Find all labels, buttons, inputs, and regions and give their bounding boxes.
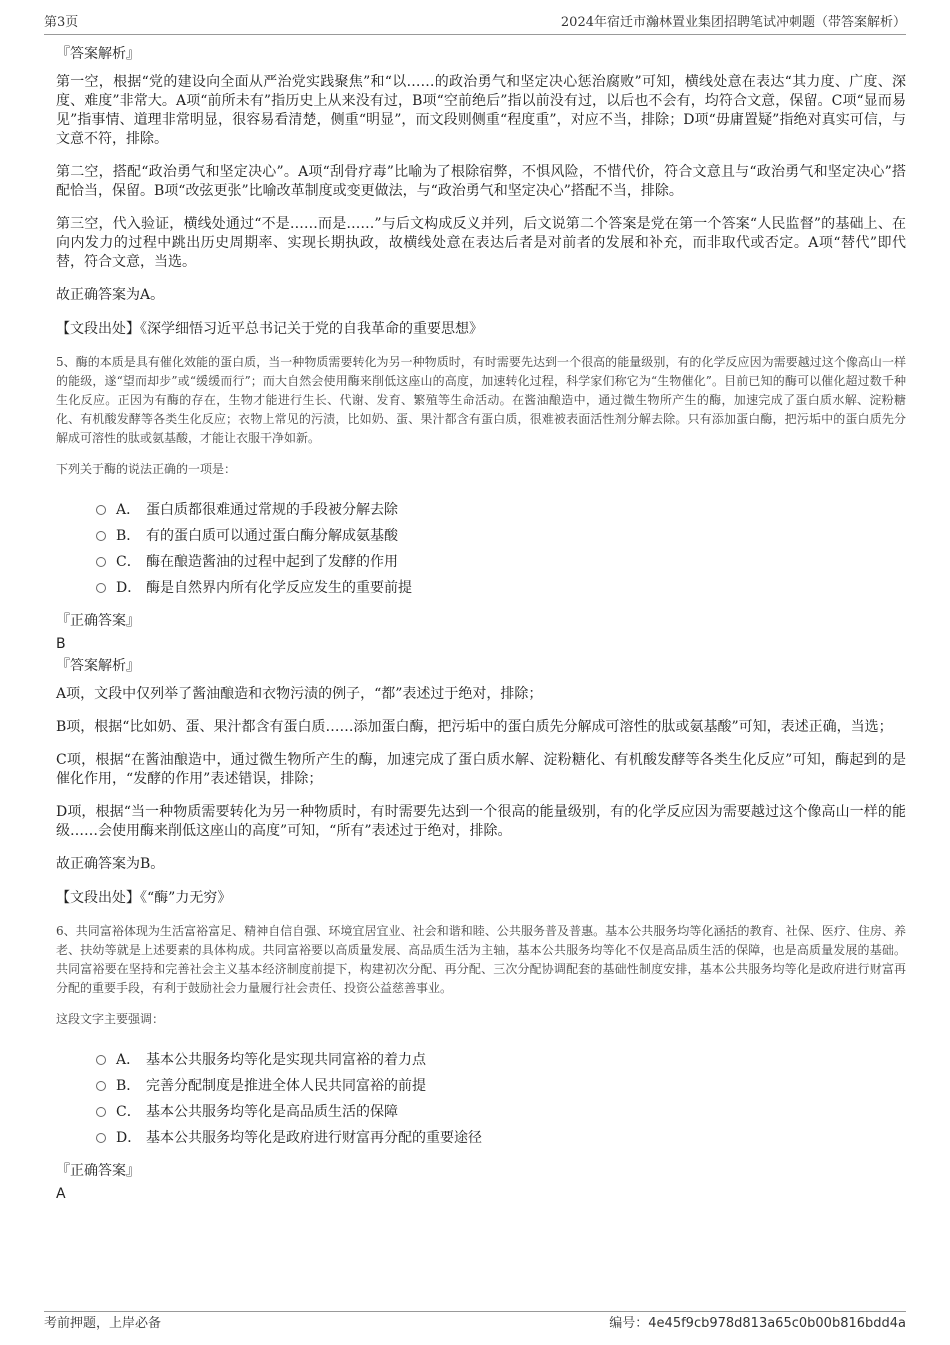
option-a[interactable] — [96, 1047, 906, 1073]
document-id-value: 4e45f9cb978d813a65c0b00b816bdd4a — [648, 1316, 906, 1331]
source-citation: 【文段出处】《“酶”力无穷》 — [56, 890, 232, 906]
option-text: 酶在酿造酱油的过程中起到了发酵的作用 — [146, 554, 398, 570]
analysis-paragraph: C项，根据“在酱油酿造中，通过微生物所产生的酶，加速完成了蛋白质水解、淀粉糖化、有机酸发酵等各类生化反应”可知，酶起到的是催化作用，“发酵的作用”表述错误，排除； — [56, 752, 906, 787]
analysis-label: 『答案解析』 — [56, 658, 140, 674]
option-text: 完善分配制度是推进全体人民共同富裕的前提 — [146, 1078, 426, 1094]
option-letter: A． — [116, 1052, 141, 1068]
correct-answer: B — [56, 636, 66, 652]
option-text: 酶是自然界内所有化学反应发生的重要前提 — [146, 580, 412, 596]
footer-note: 考前押题，上岸必备 — [44, 1316, 162, 1331]
page-footer — [44, 1311, 906, 1336]
radio-button[interactable] — [96, 557, 106, 567]
option-a[interactable] — [96, 497, 906, 523]
document-title: 2024年宿迁市瀚林置业集团招聘笔试冲刺题（带答案解析） — [560, 15, 906, 30]
source-citation: 【文段出处】《深学细悟习近平总书记关于党的自我革命的重要思想》 — [56, 321, 483, 337]
radio-button[interactable] — [96, 1081, 106, 1091]
analysis-paragraph: 第三空，代入验证，横线处通过“不是……而是……”与后文构成反义并列，后文说第二个答案是党在第一个答案“人民监督”的基础上、在向内发力的过程中跳出历史周期率、实现长期执政，故横线处意在表达后者是对前者的发展和补充，而非取代或否定。A项“替代”即代替，符合文意，当选。 — [56, 216, 906, 270]
page-content — [56, 44, 906, 1206]
option-letter: B． — [116, 1078, 141, 1094]
radio-button[interactable] — [96, 1133, 106, 1143]
option-c[interactable] — [96, 1099, 906, 1125]
document-id — [609, 1315, 906, 1333]
question-5-passage: 5、酶的本质是具有催化效能的蛋白质，当一种物质需要转化为另一种物质时，有时需要先达到一个很高的能量级别，有的化学反应因为需要越过这个像高山一样的能级，遂“望而却步”或“缓缓而行”；而大自然会使用酶来削低这座山的高度，加速转化过程，科学家们称它为“生物催化”。目前已知的酶可以催化超过数千种生化反应。正因为有酶的存在，生物才能进行生长、代谢、发育、繁殖等生命活动。在酱油酿造中，通过微生物所产生的酶，加速完成了蛋白质水解、淀粉糖化、有机酸发酵等各类生化反应；衣物上常见的污渍，比如奶、蛋、果汁都含有蛋白质，很难被表面活性剂分解去除。只有添加蛋白酶，把污垢中的蛋白质先分解成可溶性的肽或氨基酸，才能让衣服干净如新。 — [56, 355, 906, 445]
document-id-label: 编号： — [609, 1316, 649, 1331]
correct-answer: A — [56, 1186, 66, 1202]
option-letter: C． — [116, 554, 141, 570]
option-d[interactable] — [96, 575, 906, 601]
option-b[interactable] — [96, 523, 906, 549]
question-6-prompt: 这段文字主要强调： — [56, 1012, 165, 1026]
conclusion: 故正确答案为B。 — [56, 856, 165, 872]
analysis-paragraph: 第一空，根据“党的建设向全面从严治党实践聚焦”和“以……的政治勇气和坚定决心惩治腐败”可知，横线处意在表达“其力度、广度、深度、难度”非常大。A项“前所未有”指历史上从来没有过，B项“空前绝后”指以前没有过，以后也不会有，均符合文意，保留。C项“显而易见”指事情、道理非常明显，很容易看清楚，侧重“明显”，而文段则侧重“程度重”，对应不当，排除；D项“毋庸置疑”指绝对真实可信，与文意不符，排除。 — [56, 74, 906, 147]
analysis-paragraph: B项，根据“比如奶、蛋、果汁都含有蛋白质……添加蛋白酶，把污垢中的蛋白质先分解成可溶性的肽或氨基酸”可知，表述正确，当选； — [56, 719, 893, 735]
option-text: 基本公共服务均等化是高品质生活的保障 — [146, 1104, 398, 1120]
question-6-options — [96, 1047, 906, 1151]
question-5-prompt: 下列关于酶的说法正确的一项是： — [56, 462, 237, 476]
radio-button[interactable] — [96, 531, 106, 541]
option-text: 基本公共服务均等化是实现共同富裕的着力点 — [146, 1052, 426, 1068]
option-b[interactable] — [96, 1073, 906, 1099]
correct-answer-label: 『正确答案』 — [56, 1163, 140, 1179]
conclusion: 故正确答案为A。 — [56, 287, 165, 303]
option-letter: A． — [116, 502, 141, 518]
analysis-paragraph: 第二空，搭配“政治勇气和坚定决心”。A项“刮骨疗毒”比喻为了根除宿弊，不惧风险，不惜代价，符合文意且与“政治勇气和坚定决心”搭配恰当，保留。B项“改弦更张”比喻改革制度或变更做法，与“政治勇气和坚定决心”搭配不当，排除。 — [56, 164, 906, 199]
analysis-paragraph: A项，文段中仅列举了酱油酿造和衣物污渍的例子，“都”表述过于绝对，排除； — [56, 686, 543, 702]
option-text: 基本公共服务均等化是政府进行财富再分配的重要途径 — [146, 1130, 482, 1146]
correct-answer-label: 『正确答案』 — [56, 613, 140, 629]
analysis-paragraph: D项，根据“当一种物质需要转化为另一种物质时，有时需要先达到一个很高的能量级别，有的化学反应因为需要越过这个像高山一样的能级……会使用酶来削低这座山的高度”可知，“所有”表述过于绝对，排除。 — [56, 804, 906, 839]
radio-button[interactable] — [96, 1055, 106, 1065]
option-letter: D． — [116, 580, 142, 596]
analysis-label: 『答案解析』 — [56, 46, 140, 62]
option-letter: B． — [116, 528, 141, 544]
page-header — [44, 12, 906, 35]
radio-button[interactable] — [96, 583, 106, 593]
question-5-options — [96, 497, 906, 601]
option-text: 有的蛋白质可以通过蛋白酶分解成氨基酸 — [146, 528, 398, 544]
question-6-passage: 6、共同富裕体现为生活富裕富足、精神自信自强、环境宜居宜业、社会和谐和睦、公共服务普及普惠。基本公共服务均等化涵括的教育、社保、医疗、住房、养老、扶幼等就是上述要素的具体构成。共同富裕要以高质量发展、高品质生活为主轴，基本公共服务均等化不仅是高品质生活的保障，也是高质量发展的基础。共同富裕要在坚持和完善社会主义基本经济制度前提下，构建初次分配、再分配、三次分配协调配套的基础性制度安排，基本公共服务均等化是政府进行财富再分配的重要手段，有利于鼓励社会力量履行社会责任、投资公益慈善事业。 — [56, 924, 906, 995]
option-letter: D． — [116, 1130, 142, 1146]
radio-button[interactable] — [96, 505, 106, 515]
page-number: 第3页 — [44, 15, 79, 30]
option-letter: C． — [116, 1104, 141, 1120]
option-text: 蛋白质都很难通过常规的手段被分解去除 — [146, 502, 398, 518]
option-d[interactable] — [96, 1125, 906, 1151]
option-c[interactable] — [96, 549, 906, 575]
radio-button[interactable] — [96, 1107, 106, 1117]
